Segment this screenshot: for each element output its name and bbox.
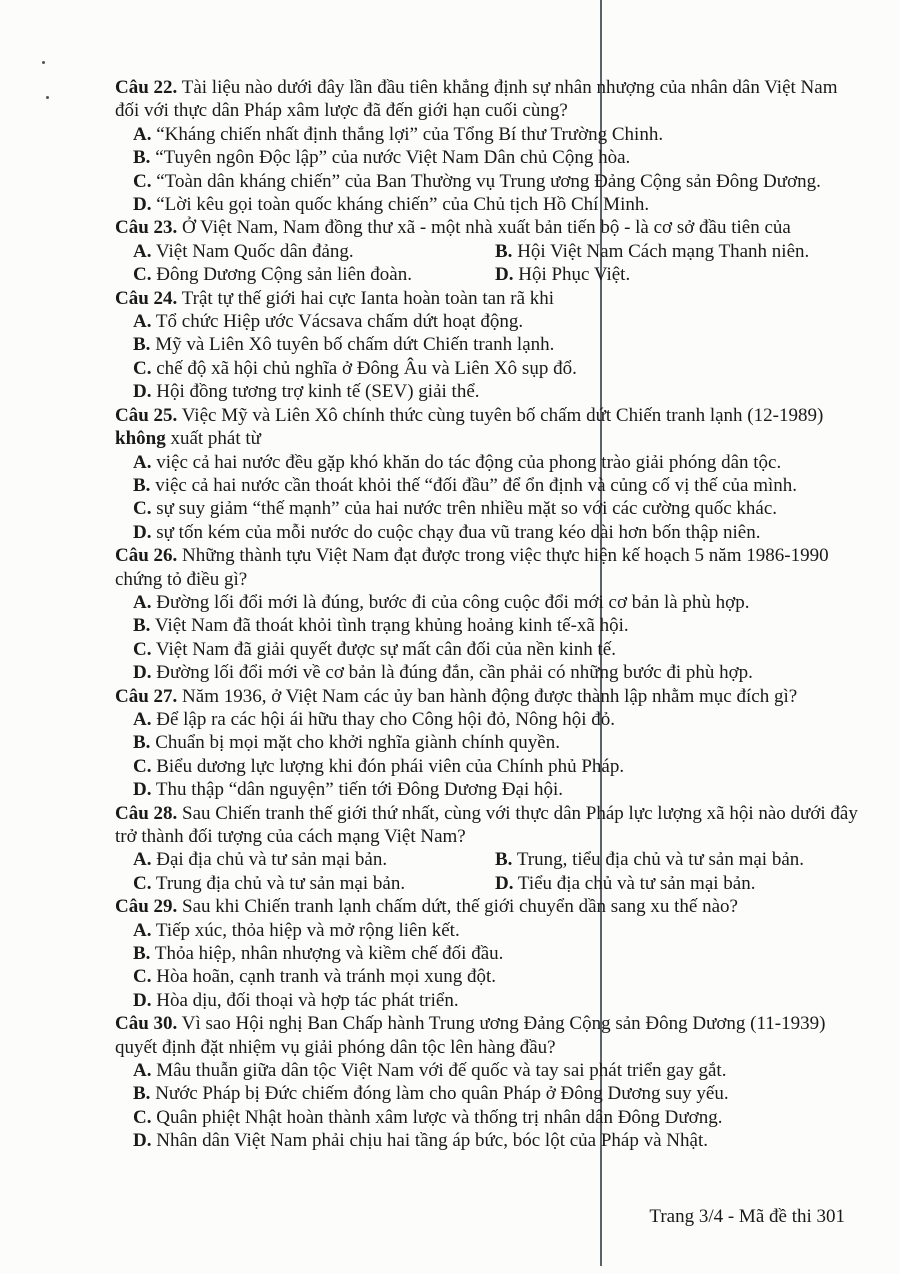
option-text: Việt Nam Quốc dân đảng. [155, 240, 354, 262]
option-row [115, 638, 863, 661]
option-letter: C. [133, 638, 152, 660]
option-d [133, 381, 480, 402]
question-stem [115, 216, 863, 239]
option-letter: A. [133, 1060, 152, 1082]
option-row [115, 661, 863, 684]
stem-text-segment: Sau khi Chiến tranh lạnh chấm dứt, thế giới chuyển dần sang xu thế nào? [182, 896, 738, 918]
option-row [115, 497, 863, 520]
option-letter: D. [495, 872, 514, 894]
option-letter: A. [133, 591, 152, 613]
option-cell [495, 240, 863, 263]
option-row [115, 123, 863, 146]
option-c [133, 171, 821, 192]
option-text: chế độ xã hội chủ nghĩa ở Đông Âu và Liên Xô sụp đổ. [156, 357, 577, 379]
option-c [133, 358, 577, 379]
option-text: Tiếp xúc, thỏa hiệp và mở rộng liên kết. [155, 919, 460, 941]
option-a [133, 241, 354, 262]
option-row [115, 357, 863, 380]
option-letter: C. [133, 1106, 152, 1128]
option-text: Đường lối đổi mới về cơ bản là đúng đắn, cần phải có những bước đi phù hợp. [156, 662, 753, 684]
option-cell [495, 848, 863, 871]
option-text: Trung, tiểu địa chủ và tư sản mại bản. [516, 849, 805, 871]
question-25 [115, 404, 863, 544]
option-d [133, 990, 459, 1011]
option-cell [495, 872, 863, 895]
question-number-label: Câu 30. [115, 1013, 178, 1035]
option-letter: B. [133, 943, 151, 965]
option-row [115, 965, 863, 988]
option-d [133, 662, 753, 683]
option-letter: D. [133, 662, 152, 684]
question-stem [115, 76, 863, 123]
question-number-label: Câu 22. [115, 77, 178, 98]
option-row [115, 919, 863, 942]
option-row [115, 872, 863, 895]
option-a [133, 592, 749, 613]
option-text: Nhân dân Việt Nam phải chịu hai tầng áp bức, bóc lột của Pháp và Nhật. [156, 1130, 708, 1152]
option-row [115, 521, 863, 544]
option-d [495, 873, 755, 894]
option-row [115, 1129, 863, 1152]
option-cell [495, 263, 863, 286]
option-letter: B. [133, 732, 151, 754]
page-footer: Trang 3/4 - Mã đề thi 301 [649, 1206, 845, 1227]
question-number-label: Câu 29. [115, 896, 178, 918]
option-text: việc cả hai nước đều gặp khó khăn do tác động của phong trào giải phóng dân tộc. [156, 451, 782, 473]
option-cell [115, 240, 495, 263]
question-24 [115, 287, 863, 404]
option-a [133, 849, 387, 870]
option-letter: D. [133, 779, 152, 801]
question-stem [115, 544, 863, 591]
option-d [495, 264, 630, 285]
option-letter: C. [133, 966, 152, 988]
option-row [115, 263, 863, 286]
option-c [133, 756, 624, 777]
scan-speckle [46, 96, 49, 99]
option-letter: B. [133, 474, 151, 496]
option-row [115, 755, 863, 778]
question-stem [115, 685, 863, 708]
question-30 [115, 1012, 863, 1152]
option-letter: C. [133, 755, 152, 777]
option-b [133, 147, 630, 168]
option-text: sự tốn kém của mỗi nước do cuộc chạy đua vũ trang kéo dài hơn bốn thập niên. [156, 521, 761, 543]
option-c [133, 873, 405, 894]
option-letter: C. [133, 872, 152, 894]
stem-text-segment: Sau Chiến tranh thế giới thứ nhất, cùng với thực dân Pháp lực lượng xã hội nào dưới đây trở thành đối tượng của cách mạng Việt Nam? [115, 802, 858, 847]
stem-text-segment: Trật tự thế giới hai cực Ianta hoàn toàn tan rã khi [181, 287, 555, 309]
option-text: Hội đồng tương trợ kinh tế (SEV) giải thể. [156, 381, 480, 403]
option-row [115, 731, 863, 754]
option-letter: D. [133, 1130, 152, 1152]
option-cell [115, 263, 495, 286]
option-letter: B. [495, 240, 513, 262]
question-number-label: Câu 27. [115, 685, 178, 707]
option-text: Đông Dương Cộng sản liên đoàn. [156, 264, 412, 286]
option-row [115, 591, 863, 614]
option-text: việc cả hai nước cần thoát khỏi thế “đối đầu” để ổn định và củng cố vị thế của mình. [155, 474, 798, 496]
option-row [115, 451, 863, 474]
option-text: sự suy giảm “thế mạnh” của hai nước trên nhiều mặt so với các cường quốc khác. [156, 498, 778, 520]
option-row [115, 942, 863, 965]
option-row [115, 310, 863, 333]
option-letter: D. [495, 264, 514, 286]
option-cell [115, 872, 495, 895]
questions-container [115, 76, 863, 1153]
option-text: Việt Nam đã giải quyết được sự mất cân đối của nền kinh tế. [155, 638, 616, 660]
option-row [115, 1082, 863, 1105]
option-row [115, 193, 863, 216]
stem-text-segment: Tài liệu nào dưới đây lần đầu tiên khẳng định sự nhân nhượng của nhân dân Việt Nam đối với thực dân Pháp xâm lược đã đến giới hạn cuối cùng? [115, 77, 838, 122]
option-row [115, 333, 863, 356]
option-b [133, 615, 629, 636]
option-c [133, 264, 412, 285]
question-number-label: Câu 25. [115, 404, 178, 426]
option-row [115, 614, 863, 637]
option-text: Hội Việt Nam Cách mạng Thanh niên. [517, 240, 810, 262]
option-b [133, 475, 797, 496]
option-d [133, 779, 563, 800]
option-text: Thu thập “dân nguyện” tiến tới Đông Dương Đại hội. [155, 779, 564, 801]
option-letter: B. [133, 334, 151, 356]
option-a [133, 124, 663, 145]
option-a [133, 709, 615, 730]
option-letter: B. [133, 615, 151, 637]
stem-text-segment: Những thành tựu Việt Nam đạt được trong việc thực hiện kế hoạch 5 năm 1986-1990 chứng tỏ điều gì? [115, 545, 829, 590]
option-row [115, 778, 863, 801]
option-text: Tổ chức Hiệp ước Vácsava chấm dứt hoạt động. [155, 311, 524, 333]
option-a [133, 452, 781, 473]
option-text: Mâu thuẫn giữa dân tộc Việt Nam với đế quốc và tay sai phát triển gay gắt. [156, 1060, 727, 1082]
option-row [115, 474, 863, 497]
option-letter: D. [133, 381, 152, 403]
question-number-label: Câu 28. [115, 802, 178, 824]
option-text: Hòa dịu, đối thoại và hợp tác phát triển. [156, 989, 459, 1011]
stem-text-segment: Năm 1936, ở Việt Nam các ủy ban hành động được thành lập nhằm mục đích gì? [182, 685, 798, 707]
question-stem [115, 1012, 863, 1059]
option-text: Đại địa chủ và tư sản mại bản. [156, 849, 388, 871]
option-text: “Kháng chiến nhất định thắng lợi” của Tổng Bí thư Trường Chinh. [156, 123, 664, 145]
option-row [115, 380, 863, 403]
option-b [133, 334, 554, 355]
option-row [115, 708, 863, 731]
option-b [495, 241, 809, 262]
option-letter: A. [133, 123, 152, 145]
option-text: Quân phiệt Nhật hoàn thành xâm lược và thống trị nhân dân Đông Dương. [156, 1106, 723, 1128]
option-letter: B. [495, 849, 513, 871]
option-text: Mỹ và Liên Xô tuyên bố chấm dứt Chiến tranh lạnh. [155, 334, 555, 356]
option-row [115, 170, 863, 193]
option-text: Hòa hoãn, cạnh tranh và tránh mọi xung đột. [156, 966, 497, 988]
option-row [115, 1059, 863, 1082]
option-letter: A. [133, 849, 152, 871]
option-text: Việt Nam đã thoát khỏi tình trạng khủng hoảng kinh tế-xã hội. [154, 615, 629, 637]
option-letter: B. [133, 147, 151, 169]
option-c [133, 1107, 722, 1128]
option-row [115, 146, 863, 169]
question-27 [115, 685, 863, 802]
option-cell [115, 848, 495, 871]
option-c [133, 639, 616, 660]
question-26 [115, 544, 863, 684]
option-row [115, 240, 863, 263]
option-letter: A. [133, 919, 152, 941]
option-text: Đường lối đổi mới là đúng, bước đi của công cuộc đổi mới cơ bản là phù hợp. [156, 591, 750, 613]
option-letter: C. [133, 498, 152, 520]
option-row [115, 848, 863, 871]
option-row [115, 989, 863, 1012]
option-text: Chuẩn bị mọi mặt cho khởi nghĩa giành chính quyền. [155, 732, 560, 754]
option-b [133, 1083, 729, 1104]
option-a [133, 311, 523, 332]
option-letter: A. [133, 240, 152, 262]
question-number-label: Câu 24. [115, 287, 178, 309]
option-letter: C. [133, 264, 152, 286]
option-text: Trung địa chủ và tư sản mại bản. [155, 872, 406, 894]
stem-text-segment: Vì sao Hội nghị Ban Chấp hành Trung ương Đảng Cộng sản Đông Dương (11-1939) quyết định đặt nhiệm vụ giải phóng dân tộc lên hàng đầu? [115, 1013, 826, 1058]
question-stem [115, 895, 863, 918]
question-29 [115, 895, 863, 1012]
option-text: Nước Pháp bị Đức chiếm đóng làm cho quân Pháp ở Đông Dương suy yếu. [155, 1083, 729, 1105]
option-text: Biểu dương lực lượng khi đón phái viên của Chính phủ Pháp. [156, 755, 625, 777]
option-b [133, 943, 503, 964]
option-d [133, 194, 649, 215]
option-text: Thỏa hiệp, nhân nhượng và kiềm chế đối đầu. [154, 943, 504, 965]
question-22 [115, 76, 863, 216]
question-stem [115, 404, 863, 451]
option-a [133, 1060, 726, 1081]
scan-speckle [42, 61, 45, 64]
option-a [133, 920, 460, 941]
option-b [133, 732, 560, 753]
option-letter: D. [133, 521, 152, 543]
option-letter: D. [133, 989, 152, 1011]
stem-text-segment: Việc Mỹ và Liên Xô chính thức cùng tuyên bố chấm dứt Chiến tranh lạnh (12-1989) [181, 404, 824, 426]
question-23 [115, 216, 863, 286]
option-letter: C. [133, 357, 152, 379]
stem-text-segment: xuất phát từ [165, 428, 261, 450]
option-text: Tiểu địa chủ và tư sản mại bản. [517, 872, 756, 894]
question-number-label: Câu 26. [115, 545, 178, 567]
option-letter: B. [133, 1083, 151, 1105]
option-row [115, 1106, 863, 1129]
option-letter: A. [133, 451, 152, 473]
option-text: “Tuyên ngôn Độc lập” của nước Việt Nam Dân chủ Cộng hòa. [155, 147, 631, 169]
option-d [133, 522, 760, 543]
option-c [133, 498, 777, 519]
stem-text-segment: Ở Việt Nam, Nam đồng thư xã - một nhà xuất bản tiến bộ - là cơ sở đầu tiên của [182, 217, 791, 239]
option-text: “Toàn dân kháng chiến” của Ban Thường vụ Trung ương Đảng Cộng sản Đông Dương. [156, 170, 821, 192]
stem-text-segment: không [115, 428, 166, 450]
option-text: “Lời kêu gọi toàn quốc kháng chiến” của Chủ tịch Hồ Chí Minh. [156, 194, 650, 216]
option-letter: D. [133, 194, 152, 216]
option-letter: C. [133, 170, 152, 192]
question-28 [115, 802, 863, 896]
option-text: Hội Phục Việt. [518, 264, 631, 286]
question-number-label: Câu 23. [115, 217, 178, 239]
option-b [495, 849, 804, 870]
option-letter: A. [133, 708, 152, 730]
option-letter: A. [133, 311, 152, 333]
option-c [133, 966, 496, 987]
option-text: Để lập ra các hội ái hữu thay cho Công hội đỏ, Nông hội đỏ. [156, 708, 616, 730]
question-stem [115, 287, 863, 310]
option-d [133, 1130, 708, 1151]
question-stem [115, 802, 863, 849]
